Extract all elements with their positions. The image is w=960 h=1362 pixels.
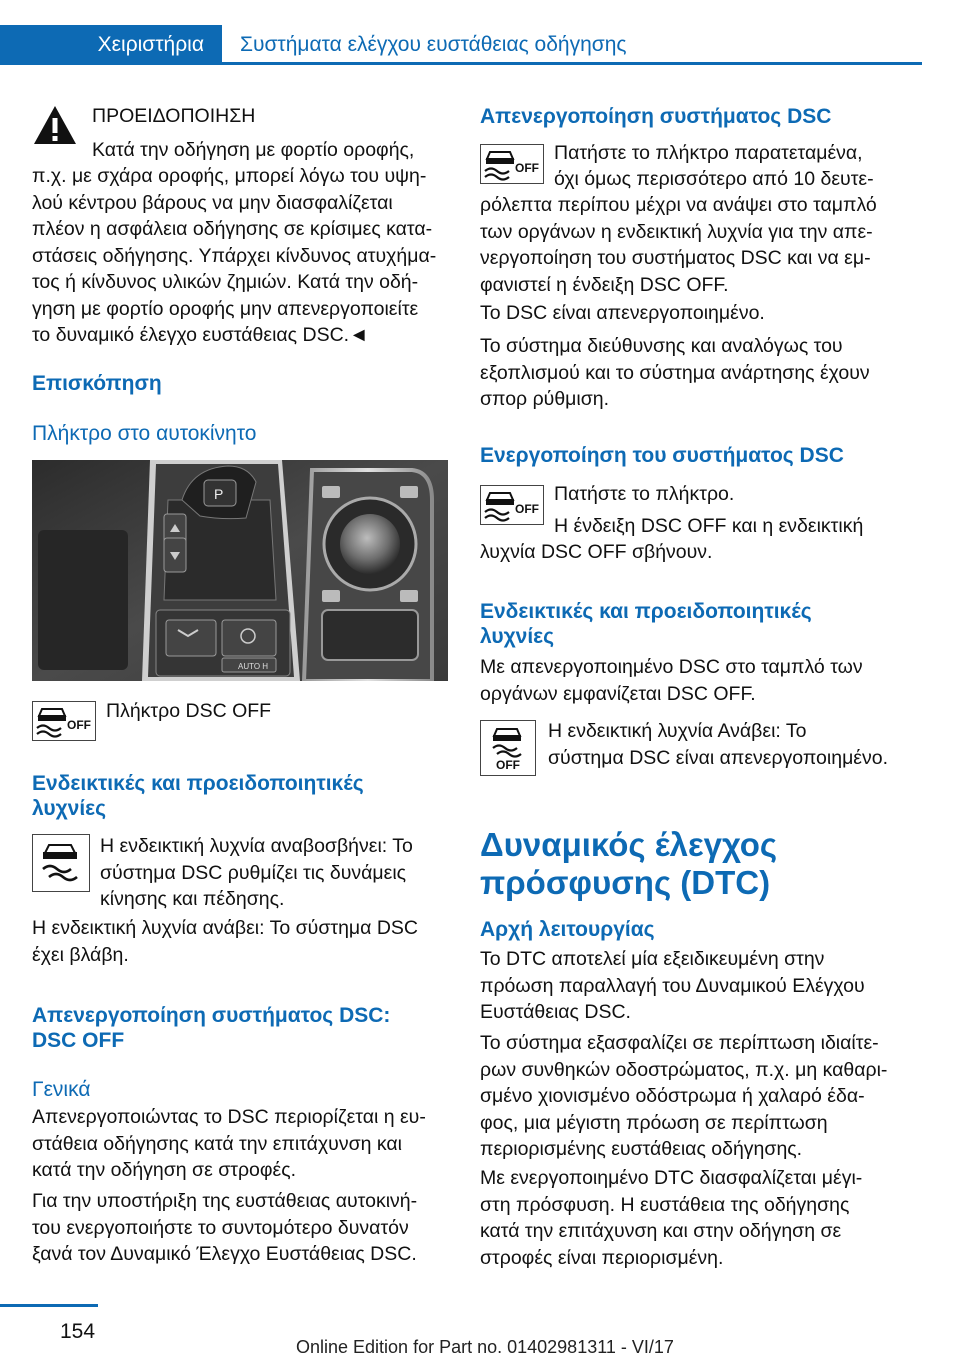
activation-press: Πατήστε το πλήκτρο. — [554, 483, 735, 505]
lamp-fault-line: Η ενδεικτική λυχνία ανάβει: Το σύστημα DSC — [32, 917, 419, 939]
off-label: OFF — [515, 502, 539, 516]
overview-heading: Επισκόπηση — [32, 372, 162, 395]
principle-line: κατά την επιτάχυνση και στην οδήγηση σε — [480, 1220, 842, 1242]
deact-extra-line: εξοπλισμού και το σύστημα ανάρτησης έχουν — [480, 361, 870, 384]
lamp-text-line: Η ενδεικτική λυχνία αναβοσβήνει: Το — [100, 835, 413, 857]
center-console-photo — [32, 460, 448, 681]
lamps-line: οργάνων εμφανίζεται DSC OFF. — [480, 682, 756, 705]
header-section-title: Συστήματα ελέγχου ευστάθειας οδήγησης — [240, 33, 627, 56]
principle-line: στροφές είναι περιορισμένη. — [480, 1246, 724, 1269]
off-label: OFF — [67, 718, 91, 732]
deact-extra-text — [480, 333, 870, 413]
general-text-2 — [32, 1188, 417, 1268]
dsc-off-caption: Πλήκτρο DSC OFF — [106, 700, 272, 722]
deact-extra-line: σπορ ρύθμιση. — [480, 388, 610, 410]
page-number: 154 — [60, 1320, 96, 1343]
warning-line: στάσεις οδήγησης. Υπάρχει κίνδυνος ατυχήμα- — [32, 244, 437, 267]
general-line: Για την υποστήριξη της ευστάθειας αυτοκινή- — [32, 1190, 418, 1212]
general-line: ξανά τον Δυναμικό Έλεγχο Ευστάθειας DSC. — [32, 1243, 417, 1265]
lamps-heading-line: Ενδεικτικές και προειδοποιητικές — [32, 772, 364, 795]
lamps-line: Με απενεργοποιημένο DSC στο ταμπλό των — [480, 656, 863, 678]
warning-line: το δυναμικό έλεγχο ευστάθειας DSC.◄ — [32, 324, 369, 346]
principle-line: Με ενεργοποιημένο DTC διασφαλίζεται μέγι- — [480, 1167, 863, 1189]
warning-line: πλέον η ασφάλεια οδήγησης σε κρίσιμες κατα- — [32, 218, 433, 240]
lamp-on-line: σύστημα DSC είναι απενεργοποιημένο. — [548, 746, 889, 769]
lamp-text-line: κίνησης και πέδησης. — [100, 888, 285, 910]
deact-text — [480, 192, 877, 298]
deact-off-text: Το DSC είναι απενεργοποιημένο. — [480, 302, 765, 324]
deact-line: των οργάνων η ενδεικτική λυχνία για την απε- — [480, 220, 873, 243]
principle-line: περιορισμένης ευστάθειας οδήγησης. — [480, 1138, 803, 1160]
principle-line: Το DTC αποτελεί μία εξειδικευμένη στην — [480, 948, 825, 970]
act-line-1: λυχνία DSC OFF σβήνουν. — [480, 541, 713, 563]
principle-line: πρόωση παραλλαγή του Δυναμικού Ελέγχου — [480, 974, 865, 997]
deactivation-heading-line: DSC OFF — [32, 1029, 125, 1052]
header-rule — [222, 62, 922, 65]
activation-heading: Ενεργοποίηση του συστήματος DSC — [480, 444, 844, 467]
general-line: του ενεργοποιήστε το συντομότερο δυνατόν — [32, 1216, 409, 1239]
deactivation-heading-left — [32, 1003, 390, 1053]
auto-hold-label: AUTO H — [238, 662, 269, 671]
principle-line: στη πρόσφυση. Η ευστάθεια της οδήγησης — [480, 1193, 850, 1216]
lamp-on-text — [548, 718, 888, 771]
general-line: κατά την οδήγηση σε στροφές. — [32, 1159, 297, 1181]
footer-rule — [0, 1304, 98, 1307]
principle-line: Το σύστημα εξασφαλίζει σε περίπτωση ιδιαίτε- — [480, 1032, 879, 1054]
header-tab-label: Χειριστήρια — [97, 33, 204, 56]
general-text-1 — [32, 1104, 426, 1184]
warning-triangle-icon — [32, 104, 78, 146]
deactivation-heading-right: Απενεργοποίηση συστήματος DSC — [480, 105, 832, 128]
principle-line: Ευστάθειας DSC. — [480, 1001, 631, 1023]
warning-line: λού κέντρου βάρους να μην διασφαλίζεται — [32, 191, 393, 214]
lamps-heading-left — [32, 771, 364, 821]
warning-line: π.χ. με σχάρα οροφής, μπορεί λόγω του υψη- — [32, 165, 427, 187]
principle-line: σμένο χιονισμένο οδόστρωμα ή χαλαρό έδα- — [480, 1085, 865, 1107]
dtc-heading — [480, 826, 777, 902]
principle-line: φος, μια μέγιστη πρόωση σε περίπτωση — [480, 1111, 828, 1134]
warning-line: γηση με φορτίο οροφής μην απενεργοποιείτε — [32, 297, 419, 320]
principle-text-3 — [480, 1165, 862, 1271]
lamp-fault-text — [32, 915, 418, 968]
dsc-on-button-icon — [480, 485, 544, 525]
principle-text-2 — [480, 1030, 887, 1163]
lamp-text-line: σύστημα DSC ρυθμίζει τις δυνάμεις — [100, 861, 407, 884]
warning-line-1: Κατά την οδήγηση με φορτίο οροφής, — [92, 139, 415, 161]
general-line: στάθεια οδήγησης κατά την επιτάχυνση και — [32, 1132, 402, 1155]
principle-heading: Αρχή λειτουργίας — [480, 918, 655, 941]
lamps-heading-line: λυχνίες — [480, 625, 555, 648]
deact-line-0: Πατήστε το πλήκτρο παρατεταμένα, — [554, 142, 863, 164]
off-label: OFF — [515, 161, 539, 175]
general-line: Απενεργοποιώντας το DSC περιορίζεται η ευ- — [32, 1106, 426, 1128]
button-heading: Πλήκτρο στο αυτοκίνητο — [32, 422, 257, 445]
lamps-text-right — [480, 654, 863, 707]
dtc-heading-line: Δυναμικός έλεγχος — [480, 826, 778, 863]
act-line-0: Η ένδειξη DSC OFF και η ενδεικτική — [554, 515, 864, 537]
general-heading: Γενικά — [32, 1078, 91, 1101]
warning-body — [32, 163, 452, 349]
lamps-heading-line: Ενδεικτικές και προειδοποιητικές — [480, 600, 812, 623]
principle-text-1 — [480, 946, 865, 1026]
deact-line: νεργοποίηση του συστήματος DSC και να εμ- — [480, 247, 871, 269]
deact-line-1: όχι όμως περισσότερο από 10 δευτε- — [554, 168, 874, 190]
lamp-fault-line: έχει βλάβη. — [32, 943, 129, 966]
dsc-off-button-icon — [480, 144, 544, 184]
lamp-on-line: Η ενδεικτική λυχνία Ανάβει: Το — [548, 720, 807, 742]
dtc-heading-line: πρόσφυσης (DTC) — [480, 864, 771, 901]
lamps-heading-line: λυχνίες — [32, 797, 107, 820]
lamps-heading-right — [480, 599, 812, 649]
deact-extra-line: Το σύστημα διεύθυνσης και αναλόγως του — [480, 335, 843, 357]
deact-line: ρόλεπτα περίπου μέχρι να ανάψει στο ταμπλό — [480, 194, 877, 216]
dsc-off-lamp-icon — [480, 720, 536, 776]
off-label: OFF — [496, 758, 520, 772]
warning-title: ΠΡΟΕΙΔΟΠΟΙΗΣΗ — [92, 105, 256, 127]
park-label: P — [214, 486, 224, 502]
deactivation-heading-line: Απενεργοποίηση συστήματος DSC: — [32, 1004, 391, 1027]
deact-line: φανιστεί η ένδειξη DSC OFF. — [480, 273, 729, 296]
warning-line: τος ή κίνδυνος υλικών ζημιών. Κατά την οδή- — [32, 271, 419, 293]
edition-text: Online Edition for Part no. 01402981311 - VI/17 — [296, 1337, 674, 1357]
header-tab-controls[interactable] — [0, 25, 222, 65]
dsc-off-icon — [32, 701, 96, 741]
lamp-text — [100, 833, 413, 913]
dsc-warning-lamp-icon — [32, 834, 90, 892]
principle-line: ρων συνθηκών οδοστρώματος, π.χ. μη καθαρι- — [480, 1058, 888, 1081]
